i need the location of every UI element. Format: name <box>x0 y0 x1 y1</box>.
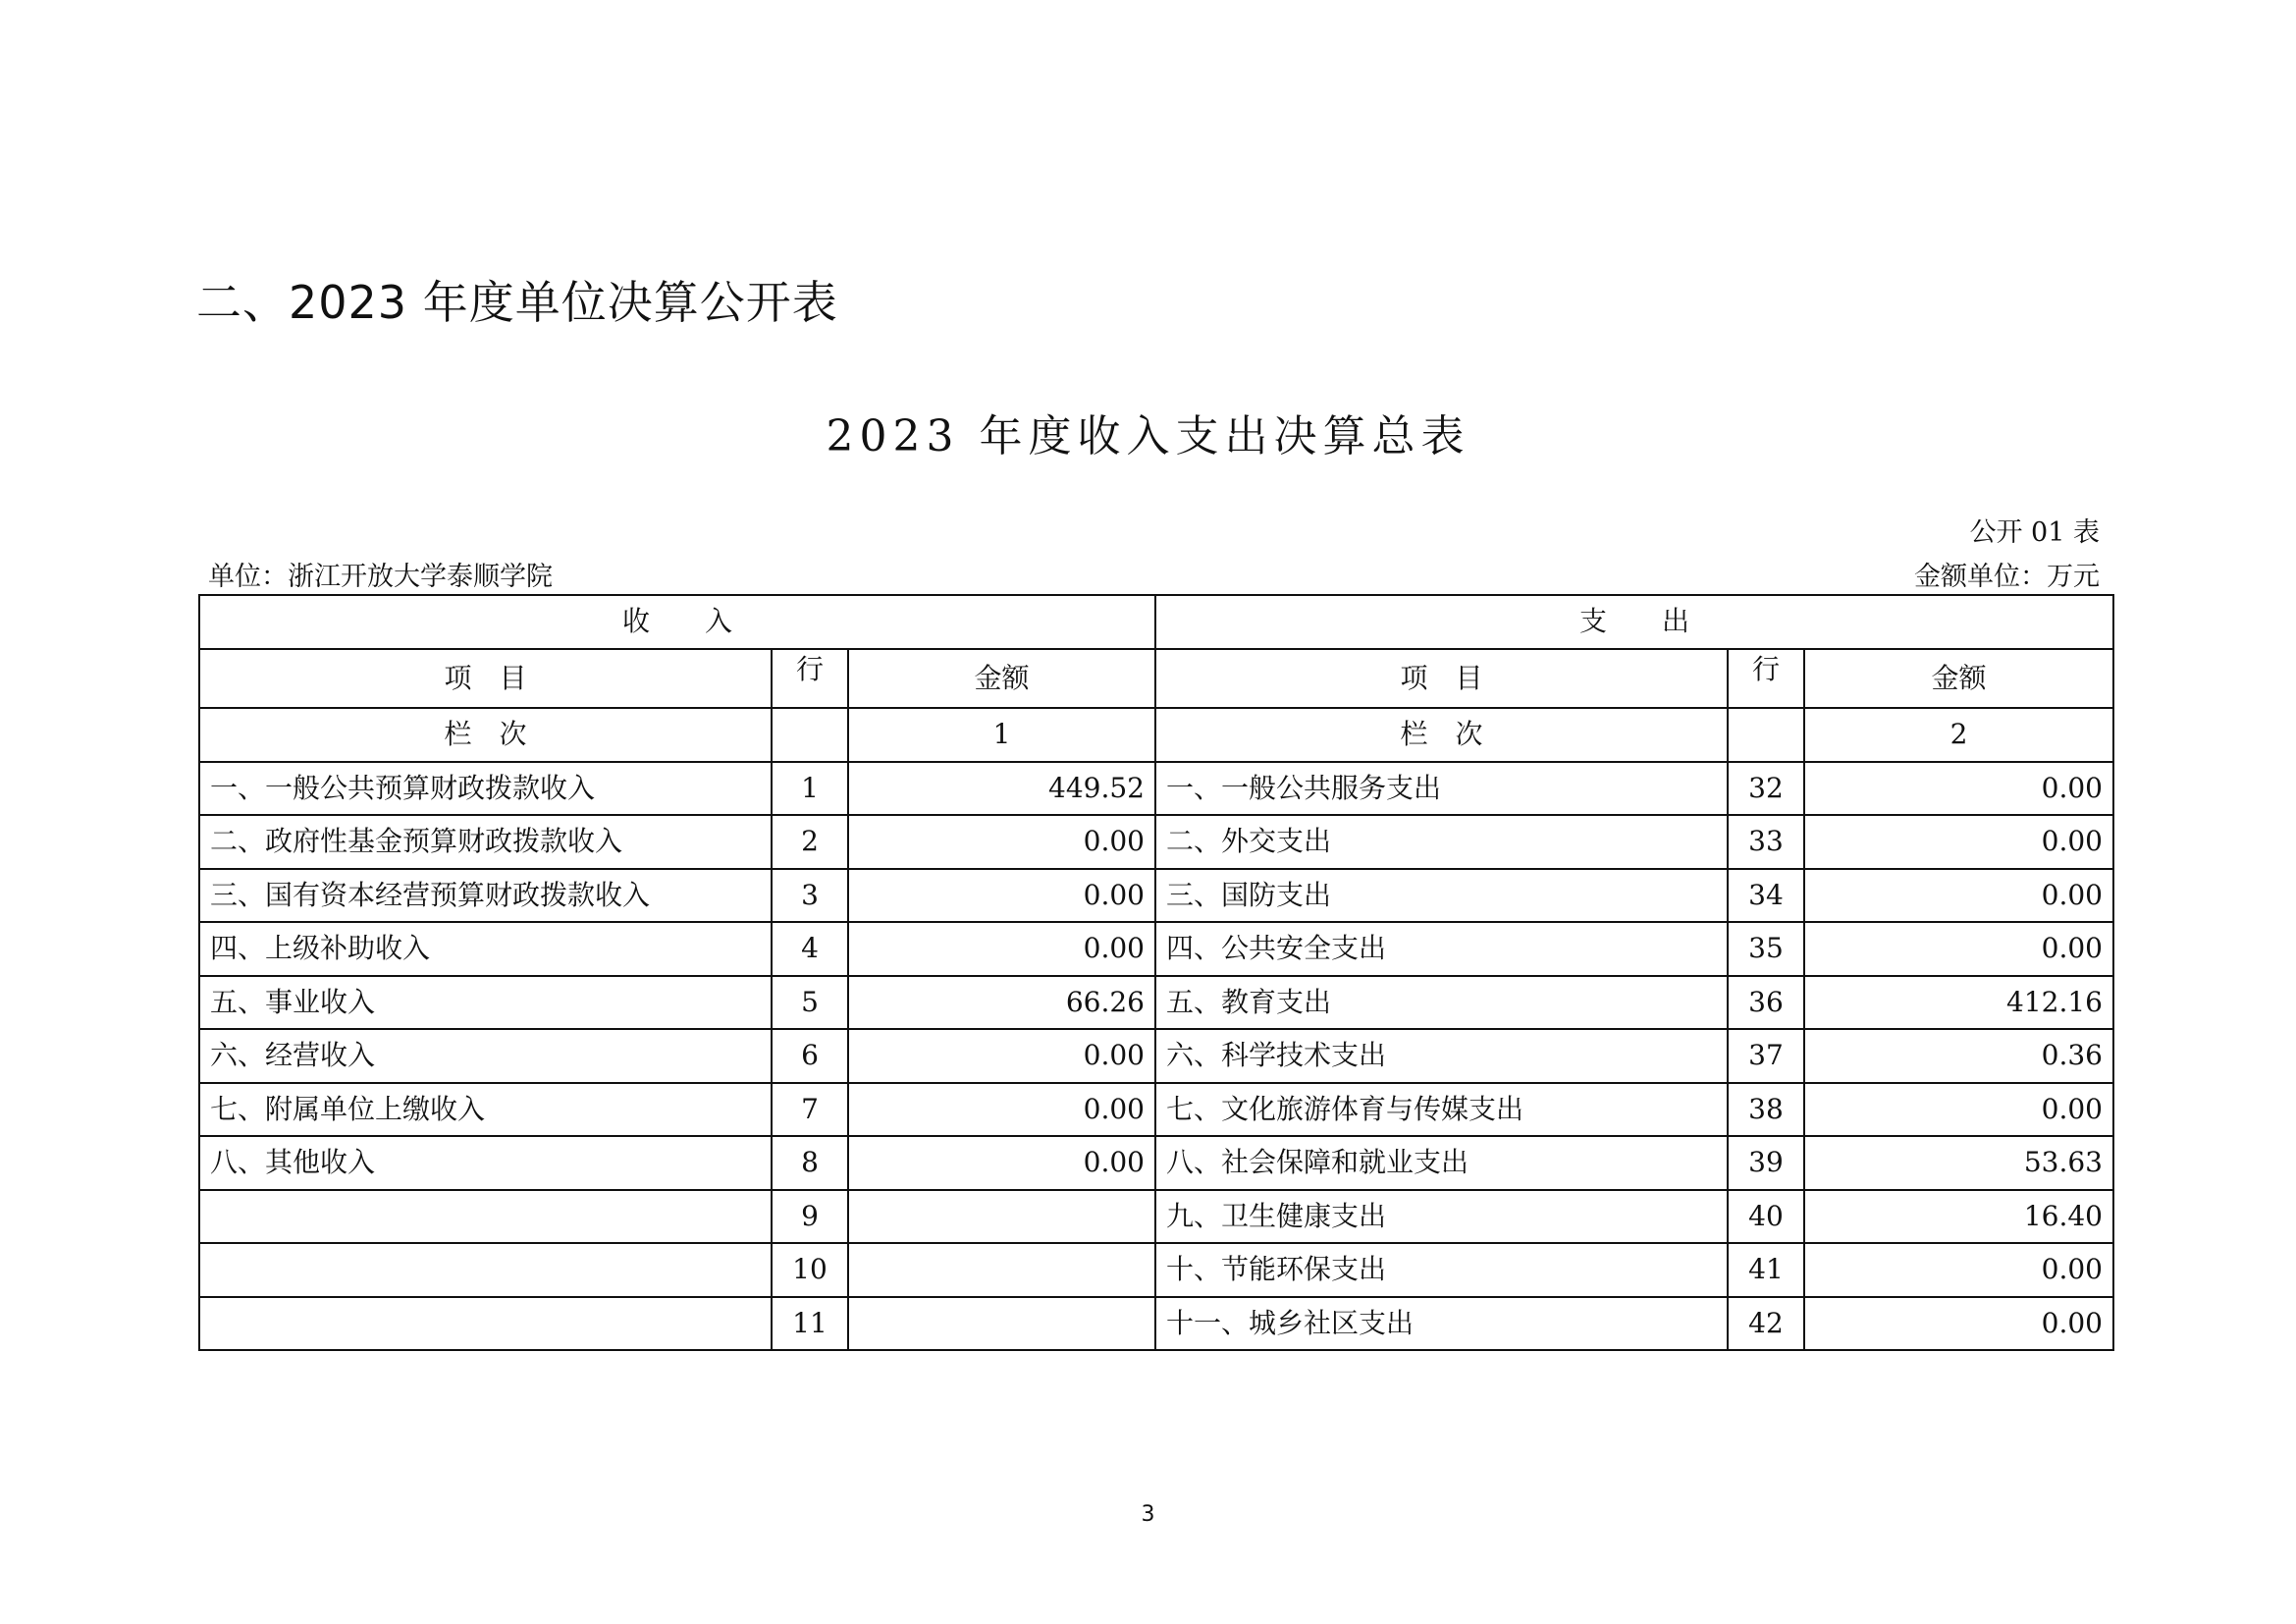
expense-item-cell: 六、科学技术支出 <box>1155 1029 1728 1083</box>
expense-row-number: 36 <box>1728 976 1804 1030</box>
expense-amount-cell: 0.00 <box>1804 815 2113 869</box>
expense-column-number: 2 <box>1804 708 2113 762</box>
income-row-number: 1 <box>772 762 848 816</box>
expense-amount-cell: 0.36 <box>1804 1029 2113 1083</box>
expense-item-cell: 五、教育支出 <box>1155 976 1728 1030</box>
income-amount-cell: 0.00 <box>848 815 1155 869</box>
income-item-cell: 六、经营收入 <box>199 1029 772 1083</box>
expense-amount-cell: 0.00 <box>1804 922 2113 976</box>
income-row-number: 4 <box>772 922 848 976</box>
income-amount-cell <box>848 1243 1155 1297</box>
expense-row-number: 33 <box>1728 815 1804 869</box>
income-amount-cell: 0.00 <box>848 922 1155 976</box>
expense-item-cell: 七、文化旅游体育与传媒支出 <box>1155 1083 1728 1137</box>
income-amount-cell: 0.00 <box>848 1136 1155 1190</box>
income-item-cell: 五、事业收入 <box>199 976 772 1030</box>
expense-item-cell: 十、节能环保支出 <box>1155 1243 1728 1297</box>
income-item-cell: 四、上级补助收入 <box>199 922 772 976</box>
expense-row-number: 40 <box>1728 1190 1804 1244</box>
group-header-row <box>199 595 2113 649</box>
income-item-header: 项 目 <box>199 649 772 709</box>
expense-item-cell: 二、外交支出 <box>1155 815 1728 869</box>
expense-row-number: 38 <box>1728 1083 1804 1137</box>
income-row-number: 2 <box>772 815 848 869</box>
expense-group-header: 支 出 <box>1155 595 2113 649</box>
expense-amount-cell: 0.00 <box>1804 1297 2113 1351</box>
table-row <box>199 1083 2113 1137</box>
expense-row-order-cell <box>1728 708 1804 762</box>
income-amount-cell <box>848 1190 1155 1244</box>
expense-amount-cell: 0.00 <box>1804 762 2113 816</box>
income-amount-header: 金额 <box>848 649 1155 709</box>
income-row-header: 行 <box>772 649 848 709</box>
section-heading: 二、2023 年度单位决算公开表 <box>196 276 838 329</box>
amount-unit-label: 金额单位：万元 <box>1914 562 2100 592</box>
expense-amount-cell: 412.16 <box>1804 976 2113 1030</box>
expense-amount-cell: 0.00 <box>1804 869 2113 923</box>
income-item-cell: 七、附属单位上缴收入 <box>199 1083 772 1137</box>
table-row <box>199 869 2113 923</box>
table-row <box>199 1297 2113 1351</box>
expense-item-cell: 一、一般公共服务支出 <box>1155 762 1728 816</box>
table-row <box>199 1029 2113 1083</box>
income-amount-cell: 0.00 <box>848 1083 1155 1137</box>
column-header-row <box>199 649 2113 709</box>
expense-amount-cell: 0.00 <box>1804 1243 2113 1297</box>
expense-row-number: 39 <box>1728 1136 1804 1190</box>
income-row-number: 9 <box>772 1190 848 1244</box>
expense-amount-header: 金额 <box>1804 649 2113 709</box>
expense-row-number: 35 <box>1728 922 1804 976</box>
expense-amount-cell: 53.63 <box>1804 1136 2113 1190</box>
expense-column-order-label: 栏 次 <box>1155 708 1728 762</box>
expense-item-header: 项 目 <box>1155 649 1728 709</box>
income-row-number: 7 <box>772 1083 848 1137</box>
table-row <box>199 762 2113 816</box>
expense-item-cell: 九、卫生健康支出 <box>1155 1190 1728 1244</box>
income-row-order-cell <box>772 708 848 762</box>
table-row <box>199 1243 2113 1297</box>
expense-row-number: 34 <box>1728 869 1804 923</box>
income-column-number: 1 <box>848 708 1155 762</box>
income-item-cell: 一、一般公共预算财政拨款收入 <box>199 762 772 816</box>
expense-row-number: 42 <box>1728 1297 1804 1351</box>
income-item-cell: 二、政府性基金预算财政拨款收入 <box>199 815 772 869</box>
income-amount-cell: 0.00 <box>848 869 1155 923</box>
table-row <box>199 1190 2113 1244</box>
table-row <box>199 976 2113 1030</box>
expense-row-header: 行 <box>1728 649 1804 709</box>
expense-row-number: 37 <box>1728 1029 1804 1083</box>
expense-item-cell: 四、公共安全支出 <box>1155 922 1728 976</box>
income-expense-table <box>198 594 2114 1351</box>
income-item-cell: 三、国有资本经营预算财政拨款收入 <box>199 869 772 923</box>
table-title: 2023 年度收入支出决算总表 <box>826 411 1470 461</box>
expense-amount-cell: 16.40 <box>1804 1190 2113 1244</box>
income-row-number: 5 <box>772 976 848 1030</box>
income-amount-cell: 449.52 <box>848 762 1155 816</box>
expense-item-cell: 三、国防支出 <box>1155 869 1728 923</box>
income-item-cell <box>199 1243 772 1297</box>
income-group-header: 收 入 <box>199 595 1155 649</box>
unit-label: 单位：浙江开放大学泰顺学院 <box>208 562 553 592</box>
income-item-cell: 八、其他收入 <box>199 1136 772 1190</box>
table-row <box>199 1136 2113 1190</box>
column-order-row <box>199 708 2113 762</box>
income-amount-cell <box>848 1297 1155 1351</box>
table-row <box>199 815 2113 869</box>
income-row-number: 6 <box>772 1029 848 1083</box>
expense-item-cell: 十一、城乡社区支出 <box>1155 1297 1728 1351</box>
expense-item-cell: 八、社会保障和就业支出 <box>1155 1136 1728 1190</box>
page-number: 3 <box>1141 1502 1155 1527</box>
table-row <box>199 922 2113 976</box>
income-column-order-label: 栏 次 <box>199 708 772 762</box>
income-row-number: 3 <box>772 869 848 923</box>
income-amount-cell: 0.00 <box>848 1029 1155 1083</box>
income-item-cell <box>199 1297 772 1351</box>
form-code: 公开 01 表 <box>1969 517 2100 548</box>
income-amount-cell: 66.26 <box>848 976 1155 1030</box>
expense-row-number: 32 <box>1728 762 1804 816</box>
expense-row-number: 41 <box>1728 1243 1804 1297</box>
income-row-number: 11 <box>772 1297 848 1351</box>
income-row-number: 8 <box>772 1136 848 1190</box>
income-item-cell <box>199 1190 772 1244</box>
income-row-number: 10 <box>772 1243 848 1297</box>
expense-amount-cell: 0.00 <box>1804 1083 2113 1137</box>
